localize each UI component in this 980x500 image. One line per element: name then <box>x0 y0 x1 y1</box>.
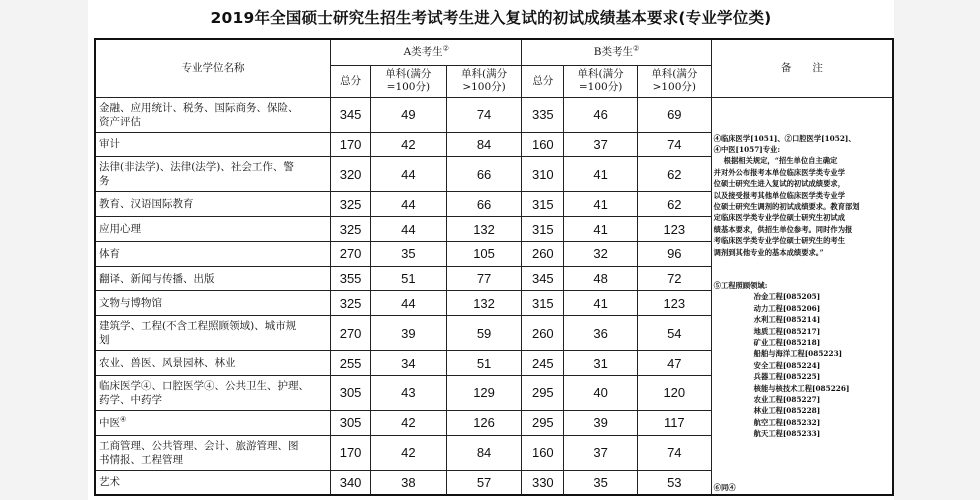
score-cell-a-total: 305 <box>331 375 371 410</box>
score-cell-b-sgt: 74 <box>637 435 711 470</box>
header-a-single-gt100: 单科(满分 >100分) <box>446 65 522 97</box>
score-cell-a-s100: 38 <box>371 470 447 495</box>
page-title: 2019年全国硕士研究生招生考试考生进入复试的初试成绩基本要求(专业学位类) <box>210 9 772 27</box>
score-cell-a-s100: 35 <box>371 241 447 266</box>
major-name-cell: 建筑学、工程(不含工程照顾领域)、城市规 划 <box>95 316 331 351</box>
score-cell-b-sgt: 123 <box>637 217 711 242</box>
score-cell-a-total: 270 <box>331 316 371 351</box>
score-cell-a-s100: 42 <box>371 132 447 157</box>
major-name-cell: 工商管理、公共管理、会计、旅游管理、图 书情报、工程管理 <box>95 435 331 470</box>
note-engineering-field: 兵器工程[085225] <box>753 372 821 382</box>
score-cell-a-total: 170 <box>331 435 371 470</box>
header-b-single-gt100: 单科(满分 >100分) <box>637 65 711 97</box>
note-engineering-field: 矿业工程[085218] <box>753 338 821 347</box>
header-group-b: B类考生② <box>522 39 711 65</box>
score-cell-b-total: 245 <box>522 351 564 376</box>
major-name-cell: 农业、兽医、风景园林、林业 <box>95 351 331 376</box>
score-cell-a-s100: 44 <box>371 192 447 217</box>
score-cell-b-total: 335 <box>522 97 564 132</box>
header-a-single-100: 单科(满分 =100分) <box>371 65 447 97</box>
note-engineering-field: 冶金工程[085205] <box>753 292 821 302</box>
score-cell-b-sgt: 74 <box>637 132 711 157</box>
header-b-single-100: 单科(满分 =100分) <box>564 65 638 97</box>
score-cell-b-sgt: 62 <box>637 192 711 217</box>
score-cell-a-total: 170 <box>331 132 371 157</box>
score-cell-a-sgt: 51 <box>446 351 522 376</box>
score-cell-a-total: 325 <box>331 291 371 316</box>
header-major: 专业学位名称 <box>95 39 331 97</box>
note-engineering-field: 农业工程[085227] <box>753 395 821 405</box>
note-line: 根据相关规定，“招生单位自主确定 <box>723 156 838 166</box>
header-notes: 备 注 <box>711 39 893 97</box>
note-engineering-field: 航空工程[085232] <box>753 417 821 427</box>
score-cell-b-total: 315 <box>522 291 564 316</box>
score-cell-b-total: 310 <box>522 157 564 192</box>
score-cell-b-sgt: 96 <box>637 241 711 266</box>
score-cell-b-total: 315 <box>522 217 564 242</box>
score-cell-a-sgt: 129 <box>446 375 522 410</box>
score-cell-b-s100: 48 <box>564 266 638 291</box>
score-cell-a-s100: 39 <box>371 316 447 351</box>
score-cell-a-s100: 42 <box>371 411 447 436</box>
score-cell-a-s100: 49 <box>371 97 447 132</box>
score-cell-a-sgt: 132 <box>446 217 522 242</box>
score-cell-a-total: 305 <box>331 411 371 436</box>
score-cell-b-s100: 41 <box>564 291 638 316</box>
score-cell-b-total: 160 <box>522 435 564 470</box>
score-cell-b-total: 315 <box>522 192 564 217</box>
score-cell-a-total: 355 <box>331 266 371 291</box>
score-cell-a-total: 345 <box>331 97 371 132</box>
major-name-cell: 金融、应用统计、税务、国际商务、保险、 资产评估 <box>95 97 331 132</box>
score-cell-a-s100: 42 <box>371 435 447 470</box>
score-cell-a-sgt: 74 <box>446 97 522 132</box>
major-name-cell: 法律(非法学)、法律(法学)、社会工作、警 务 <box>95 157 331 192</box>
score-cell-b-s100: 46 <box>564 97 638 132</box>
score-cell-b-total: 260 <box>522 316 564 351</box>
score-cell-b-s100: 31 <box>564 351 638 376</box>
score-cell-a-sgt: 77 <box>446 266 522 291</box>
note-engineering-field: 动力工程[085206] <box>753 303 821 313</box>
score-cell-b-s100: 36 <box>564 316 638 351</box>
score-cell-a-s100: 34 <box>371 351 447 376</box>
note-line: 绩基本要求，供招生单位参考。同时作为报 <box>713 224 853 234</box>
score-cell-a-sgt: 132 <box>446 291 522 316</box>
note-engineering-field: 水利工程[085214] <box>753 315 821 325</box>
score-cell-b-s100: 41 <box>564 192 638 217</box>
score-cell-b-total: 260 <box>522 241 564 266</box>
score-cell-a-s100: 44 <box>371 291 447 316</box>
major-name-cell: 临床医学④、口腔医学④、公共卫生、护理、 药学、中药学 <box>95 375 331 410</box>
note-engineering-field: 核能与核技术工程[085226] <box>753 383 850 393</box>
score-cell-b-total: 330 <box>522 470 564 495</box>
score-cell-a-total: 320 <box>331 157 371 192</box>
score-cell-a-sgt: 59 <box>446 316 522 351</box>
score-cell-b-s100: 32 <box>564 241 638 266</box>
score-cell-a-total: 270 <box>331 241 371 266</box>
major-name-cell: 文物与博物馆 <box>95 291 331 316</box>
note-line: 位硕士研究生调剂的初试成绩要求。教育部划 <box>713 201 860 211</box>
score-cell-a-sgt: 57 <box>446 470 522 495</box>
score-cell-b-s100: 37 <box>564 132 638 157</box>
score-cell-b-sgt: 69 <box>637 97 711 132</box>
score-cell-a-total: 325 <box>331 192 371 217</box>
major-name-cell: 审计 <box>95 132 331 157</box>
score-cell-b-sgt: 72 <box>637 266 711 291</box>
score-cell-a-sgt: 66 <box>446 192 522 217</box>
score-cell-a-total: 340 <box>331 470 371 495</box>
score-cell-b-sgt: 47 <box>637 351 711 376</box>
score-cell-a-sgt: 84 <box>446 132 522 157</box>
score-cell-b-sgt: 53 <box>637 470 711 495</box>
score-cell-a-total: 255 <box>331 351 371 376</box>
score-cell-a-sgt: 126 <box>446 411 522 436</box>
major-name-cell: 应用心理 <box>95 217 331 242</box>
note-line: 考临床医学类专业学位硕士研究生的考生 <box>713 236 845 246</box>
header-a-total: 总分 <box>331 65 371 97</box>
note-line: 定临床医学类专业学位硕士研究生初试成 <box>713 213 845 223</box>
note-line: ④临床医学[1051]、②口腔医学[1052]、 <box>713 133 856 143</box>
score-cell-a-s100: 43 <box>371 375 447 410</box>
note-line: 调剂到其他专业的基本成绩要求。” <box>713 247 824 257</box>
score-table <box>94 38 894 496</box>
major-name-cell: 翻译、新闻与传播、出版 <box>95 266 331 291</box>
score-cell-a-sgt: 84 <box>446 435 522 470</box>
score-cell-a-s100: 44 <box>371 217 447 242</box>
note-line: ④中医[1057]专业: <box>713 144 781 154</box>
score-cell-a-s100: 44 <box>371 157 447 192</box>
score-cell-b-sgt: 62 <box>637 157 711 192</box>
score-cell-b-sgt: 54 <box>637 316 711 351</box>
score-cell-b-total: 295 <box>522 375 564 410</box>
score-cell-b-s100: 41 <box>564 217 638 242</box>
note-engineering-field: 林业工程[085228] <box>753 406 821 416</box>
note-engineering-field: 安全工程[085224] <box>753 360 821 370</box>
note-line: 以及接受报考其他单位临床医学类专业学 <box>713 190 845 200</box>
score-cell-b-s100: 40 <box>564 375 638 410</box>
note-line: 位硕士研究生进入复试的初试成绩要求， <box>713 179 845 189</box>
header-group-a: A类考生② <box>331 39 522 65</box>
score-cell-b-total: 345 <box>522 266 564 291</box>
note-line: 并对外公布报考本单位临床医学类专业学 <box>713 167 845 177</box>
document-page <box>88 0 894 500</box>
score-cell-b-sgt: 117 <box>637 411 711 436</box>
score-cell-b-s100: 35 <box>564 470 638 495</box>
note-engineering-field: 地质工程[085217] <box>753 326 821 336</box>
score-cell-b-sgt: 120 <box>637 375 711 410</box>
note-engineering-field: 船舶与海洋工程[085223] <box>753 349 843 359</box>
major-name-cell: 中医④ <box>95 411 331 436</box>
score-cell-b-sgt: 123 <box>637 291 711 316</box>
notes-content <box>712 98 892 495</box>
note-engineering-field: 航天工程[085233] <box>753 429 821 439</box>
score-cell-a-sgt: 105 <box>446 241 522 266</box>
table-row <box>95 97 893 132</box>
score-cell-b-s100: 39 <box>564 411 638 436</box>
score-cell-a-s100: 51 <box>371 266 447 291</box>
major-name-cell: 教育、汉语国际教育 <box>95 192 331 217</box>
note-engineering-title: ⑤工程照顾领域: <box>713 280 768 290</box>
note-last: ⑥同④ <box>713 482 736 492</box>
header-b-total: 总分 <box>522 65 564 97</box>
score-cell-b-total: 295 <box>522 411 564 436</box>
score-cell-b-s100: 37 <box>564 435 638 470</box>
major-name-cell: 体育 <box>95 241 331 266</box>
score-cell-a-total: 325 <box>331 217 371 242</box>
score-cell-b-s100: 41 <box>564 157 638 192</box>
major-name-cell: 艺术 <box>95 470 331 495</box>
notes-cell <box>711 97 893 495</box>
score-cell-b-total: 160 <box>522 132 564 157</box>
score-cell-a-sgt: 66 <box>446 157 522 192</box>
